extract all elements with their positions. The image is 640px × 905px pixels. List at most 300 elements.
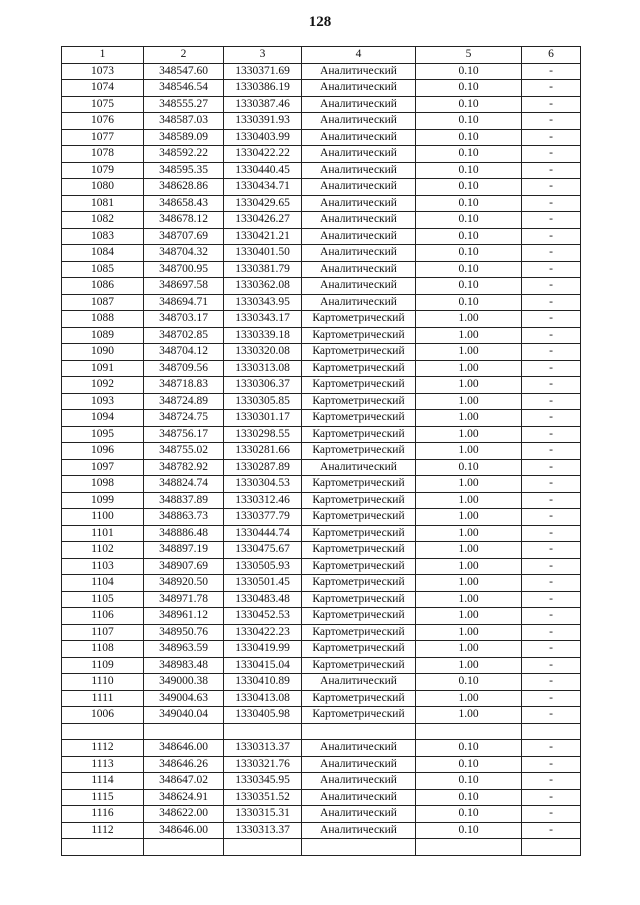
table-cell: 1330405.98 bbox=[224, 707, 302, 724]
table-cell: 1107 bbox=[62, 624, 144, 641]
table-row bbox=[62, 410, 581, 427]
table-cell: 348595.35 bbox=[144, 162, 224, 179]
table-cell: Аналитический bbox=[302, 146, 416, 163]
table-cell: - bbox=[522, 212, 581, 229]
table-cell: 0.10 bbox=[416, 162, 522, 179]
table-cell: 0.10 bbox=[416, 228, 522, 245]
table-cell: 1091 bbox=[62, 360, 144, 377]
table-cell: 1330321.76 bbox=[224, 756, 302, 773]
table-cell: Аналитический bbox=[302, 228, 416, 245]
table-cell: Картометрический bbox=[302, 542, 416, 559]
table-cell: 1330440.45 bbox=[224, 162, 302, 179]
table-row bbox=[62, 558, 581, 575]
table-cell: 0.10 bbox=[416, 806, 522, 823]
table-cell bbox=[302, 723, 416, 740]
table-cell: 0.10 bbox=[416, 146, 522, 163]
table-cell: 348897.19 bbox=[144, 542, 224, 559]
table-cell: Картометрический bbox=[302, 426, 416, 443]
table-cell: Картометрический bbox=[302, 624, 416, 641]
table-cell: 348702.85 bbox=[144, 327, 224, 344]
table-cell: 348589.09 bbox=[144, 129, 224, 146]
column-header: 6 bbox=[522, 47, 581, 64]
table-cell: 1111 bbox=[62, 690, 144, 707]
table-cell: 1.00 bbox=[416, 443, 522, 460]
table-row bbox=[62, 773, 581, 790]
table-cell: Аналитический bbox=[302, 740, 416, 757]
table-cell: - bbox=[522, 162, 581, 179]
table-cell: Аналитический bbox=[302, 162, 416, 179]
table-cell: 1330452.53 bbox=[224, 608, 302, 625]
table-cell: Картометрический bbox=[302, 707, 416, 724]
table-cell: 1330312.46 bbox=[224, 492, 302, 509]
table-cell: 1.00 bbox=[416, 410, 522, 427]
table-cell: 0.10 bbox=[416, 129, 522, 146]
table-cell: Картометрический bbox=[302, 443, 416, 460]
table-cell: 1.00 bbox=[416, 641, 522, 658]
table-cell: 1330422.23 bbox=[224, 624, 302, 641]
table-row bbox=[62, 657, 581, 674]
table-cell: 1330315.31 bbox=[224, 806, 302, 823]
table-cell: 1074 bbox=[62, 80, 144, 97]
table-row bbox=[62, 261, 581, 278]
table-cell: 1.00 bbox=[416, 311, 522, 328]
table-cell: - bbox=[522, 278, 581, 295]
table-cell: - bbox=[522, 773, 581, 790]
table-cell: 1330391.93 bbox=[224, 113, 302, 130]
table-cell: Аналитический bbox=[302, 278, 416, 295]
table-cell: 1330313.08 bbox=[224, 360, 302, 377]
table-row bbox=[62, 525, 581, 542]
table-cell: 0.10 bbox=[416, 278, 522, 295]
table-cell: 348983.48 bbox=[144, 657, 224, 674]
table-cell: Аналитический bbox=[302, 212, 416, 229]
table-cell: - bbox=[522, 344, 581, 361]
table-cell: 1330298.55 bbox=[224, 426, 302, 443]
table-cell: 1109 bbox=[62, 657, 144, 674]
table-cell: 1114 bbox=[62, 773, 144, 790]
table-cell bbox=[62, 839, 144, 856]
table-cell: 1112 bbox=[62, 740, 144, 757]
table-cell: 0.10 bbox=[416, 756, 522, 773]
table-cell: 1330313.37 bbox=[224, 822, 302, 839]
table-cell: 349000.38 bbox=[144, 674, 224, 691]
table-cell: - bbox=[522, 740, 581, 757]
table-cell: 348700.95 bbox=[144, 261, 224, 278]
table-cell: 348697.58 bbox=[144, 278, 224, 295]
table-cell: - bbox=[522, 146, 581, 163]
table-cell: - bbox=[522, 492, 581, 509]
table-cell: 1.00 bbox=[416, 542, 522, 559]
table-cell: - bbox=[522, 80, 581, 97]
table-cell: 1.00 bbox=[416, 591, 522, 608]
table-cell: - bbox=[522, 195, 581, 212]
table-cell: 348547.60 bbox=[144, 63, 224, 80]
page-number: 128 bbox=[308, 14, 332, 30]
table-cell: 1081 bbox=[62, 195, 144, 212]
table-cell: 348961.12 bbox=[144, 608, 224, 625]
table-cell: Картометрический bbox=[302, 360, 416, 377]
table-cell: 1330306.37 bbox=[224, 377, 302, 394]
table-cell: - bbox=[522, 690, 581, 707]
table-cell: - bbox=[522, 476, 581, 493]
table-row bbox=[62, 575, 581, 592]
table-cell: - bbox=[522, 179, 581, 196]
table-cell: 1088 bbox=[62, 311, 144, 328]
table-cell: 349004.63 bbox=[144, 690, 224, 707]
table-cell: 1085 bbox=[62, 261, 144, 278]
table-cell: Аналитический bbox=[302, 113, 416, 130]
table-cell: - bbox=[522, 525, 581, 542]
table-cell: 0.10 bbox=[416, 113, 522, 130]
table-cell: 1330419.99 bbox=[224, 641, 302, 658]
table-body bbox=[62, 63, 581, 855]
table-cell: - bbox=[522, 674, 581, 691]
column-header: 4 bbox=[302, 47, 416, 64]
table-row bbox=[62, 806, 581, 823]
table-cell: 348622.00 bbox=[144, 806, 224, 823]
table-cell: 348646.26 bbox=[144, 756, 224, 773]
table-cell: 348647.02 bbox=[144, 773, 224, 790]
table-cell: Картометрический bbox=[302, 558, 416, 575]
table-cell: Картометрический bbox=[302, 657, 416, 674]
column-header: 2 bbox=[144, 47, 224, 64]
table-cell: 0.10 bbox=[416, 740, 522, 757]
table-cell: Картометрический bbox=[302, 492, 416, 509]
table-cell: 0.10 bbox=[416, 179, 522, 196]
table-cell: - bbox=[522, 261, 581, 278]
table-cell: 1330345.95 bbox=[224, 773, 302, 790]
table-cell: 1079 bbox=[62, 162, 144, 179]
table-cell: 1097 bbox=[62, 459, 144, 476]
table-cell bbox=[224, 723, 302, 740]
table-cell: 1110 bbox=[62, 674, 144, 691]
table-cell: 1098 bbox=[62, 476, 144, 493]
table-cell: - bbox=[522, 542, 581, 559]
column-header: 5 bbox=[416, 47, 522, 64]
table-cell: 1330415.04 bbox=[224, 657, 302, 674]
table-cell: Картометрический bbox=[302, 525, 416, 542]
table-cell: 1083 bbox=[62, 228, 144, 245]
table-cell: 0.10 bbox=[416, 822, 522, 839]
table-row bbox=[62, 162, 581, 179]
table-cell: 1.00 bbox=[416, 608, 522, 625]
table-cell: 0.10 bbox=[416, 96, 522, 113]
table-cell: 348718.83 bbox=[144, 377, 224, 394]
table-cell: 348950.76 bbox=[144, 624, 224, 641]
table-cell: 348628.86 bbox=[144, 179, 224, 196]
table-cell: Аналитический bbox=[302, 674, 416, 691]
table-row bbox=[62, 146, 581, 163]
table-cell: 348907.69 bbox=[144, 558, 224, 575]
table-cell: - bbox=[522, 591, 581, 608]
table-cell: 1330413.08 bbox=[224, 690, 302, 707]
table-cell: Картометрический bbox=[302, 690, 416, 707]
table-cell: 1108 bbox=[62, 641, 144, 658]
table-cell: 1330434.71 bbox=[224, 179, 302, 196]
table-row bbox=[62, 245, 581, 262]
table-cell: 1330320.08 bbox=[224, 344, 302, 361]
table-cell: 0.10 bbox=[416, 674, 522, 691]
table-cell: 1330301.17 bbox=[224, 410, 302, 427]
table-row bbox=[62, 80, 581, 97]
table-cell: 1095 bbox=[62, 426, 144, 443]
table-cell: 348658.43 bbox=[144, 195, 224, 212]
table-cell: 1.00 bbox=[416, 476, 522, 493]
table-cell: 1101 bbox=[62, 525, 144, 542]
table-cell: 348704.12 bbox=[144, 344, 224, 361]
table-cell: 1115 bbox=[62, 789, 144, 806]
table-row bbox=[62, 360, 581, 377]
table-row bbox=[62, 459, 581, 476]
table-cell: 348886.48 bbox=[144, 525, 224, 542]
table-cell: 1330410.89 bbox=[224, 674, 302, 691]
table-cell: - bbox=[522, 426, 581, 443]
table-cell: Картометрический bbox=[302, 591, 416, 608]
table-cell: 348755.02 bbox=[144, 443, 224, 460]
table-cell: 1102 bbox=[62, 542, 144, 559]
table-cell: Картометрический bbox=[302, 393, 416, 410]
table-cell: 1330281.66 bbox=[224, 443, 302, 460]
table-cell: 1.00 bbox=[416, 509, 522, 526]
table-cell: 348920.50 bbox=[144, 575, 224, 592]
table-cell: - bbox=[522, 789, 581, 806]
table-cell: 348756.17 bbox=[144, 426, 224, 443]
table-cell: Аналитический bbox=[302, 63, 416, 80]
table-cell: - bbox=[522, 822, 581, 839]
table-row bbox=[62, 740, 581, 757]
table-cell: Картометрический bbox=[302, 608, 416, 625]
table-cell: 1112 bbox=[62, 822, 144, 839]
table-cell: Картометрический bbox=[302, 327, 416, 344]
table-cell: 1330377.79 bbox=[224, 509, 302, 526]
table-cell: 0.10 bbox=[416, 195, 522, 212]
table-cell: 1330426.27 bbox=[224, 212, 302, 229]
table-cell: Аналитический bbox=[302, 179, 416, 196]
table-cell bbox=[144, 723, 224, 740]
table-header-row bbox=[62, 47, 581, 64]
table-cell: 0.10 bbox=[416, 245, 522, 262]
table-cell: 1.00 bbox=[416, 657, 522, 674]
table-cell: 348707.69 bbox=[144, 228, 224, 245]
table-cell: 348963.59 bbox=[144, 641, 224, 658]
table-cell: Аналитический bbox=[302, 773, 416, 790]
table-cell: 1330505.93 bbox=[224, 558, 302, 575]
table-row bbox=[62, 327, 581, 344]
table-row bbox=[62, 591, 581, 608]
table-cell: 1.00 bbox=[416, 624, 522, 641]
table-cell: 1.00 bbox=[416, 707, 522, 724]
table-cell bbox=[522, 839, 581, 856]
table-row bbox=[62, 509, 581, 526]
table-cell: - bbox=[522, 96, 581, 113]
table-row bbox=[62, 294, 581, 311]
table-cell: 1330305.85 bbox=[224, 393, 302, 410]
table-cell: - bbox=[522, 608, 581, 625]
table-cell: 1092 bbox=[62, 377, 144, 394]
table-cell: 1330371.69 bbox=[224, 63, 302, 80]
table-cell: 348709.56 bbox=[144, 360, 224, 377]
table-cell: 1.00 bbox=[416, 344, 522, 361]
table-row bbox=[62, 624, 581, 641]
table-cell: Аналитический bbox=[302, 294, 416, 311]
table-cell bbox=[522, 723, 581, 740]
table-cell: 1330313.37 bbox=[224, 740, 302, 757]
table-cell: 1330339.18 bbox=[224, 327, 302, 344]
table-cell: 1330429.65 bbox=[224, 195, 302, 212]
table-cell: Картометрический bbox=[302, 476, 416, 493]
table-row bbox=[62, 492, 581, 509]
table-cell: 1330401.50 bbox=[224, 245, 302, 262]
table-cell: 348824.74 bbox=[144, 476, 224, 493]
table-cell: Картометрический bbox=[302, 311, 416, 328]
table-row bbox=[62, 195, 581, 212]
table-cell: 1096 bbox=[62, 443, 144, 460]
table-cell: Картометрический bbox=[302, 377, 416, 394]
table-cell: 1330381.79 bbox=[224, 261, 302, 278]
table-cell: 1.00 bbox=[416, 377, 522, 394]
coordinates-table bbox=[61, 46, 581, 856]
table-row bbox=[62, 789, 581, 806]
table-row bbox=[62, 311, 581, 328]
table-cell: 1104 bbox=[62, 575, 144, 592]
table-cell: 348704.32 bbox=[144, 245, 224, 262]
table-cell: Аналитический bbox=[302, 806, 416, 823]
table-row bbox=[62, 756, 581, 773]
table-cell: 348863.73 bbox=[144, 509, 224, 526]
table-cell: 349040.04 bbox=[144, 707, 224, 724]
table-cell: 1330343.17 bbox=[224, 311, 302, 328]
table-row bbox=[62, 426, 581, 443]
table-cell: Аналитический bbox=[302, 129, 416, 146]
table-row bbox=[62, 822, 581, 839]
table-cell: 1330386.19 bbox=[224, 80, 302, 97]
table-cell: Аналитический bbox=[302, 789, 416, 806]
table-cell: Картометрический bbox=[302, 575, 416, 592]
table-cell: 1084 bbox=[62, 245, 144, 262]
table-row bbox=[62, 113, 581, 130]
table-cell: 1090 bbox=[62, 344, 144, 361]
table-cell: 0.10 bbox=[416, 294, 522, 311]
table-cell: 1330304.53 bbox=[224, 476, 302, 493]
table-cell: 1075 bbox=[62, 96, 144, 113]
table-row bbox=[62, 63, 581, 80]
table-cell: - bbox=[522, 245, 581, 262]
table-cell: - bbox=[522, 641, 581, 658]
table-cell: - bbox=[522, 558, 581, 575]
table-cell: 1.00 bbox=[416, 575, 522, 592]
table-row bbox=[62, 212, 581, 229]
table-cell: 348971.78 bbox=[144, 591, 224, 608]
table-cell bbox=[224, 839, 302, 856]
table-cell: 1.00 bbox=[416, 327, 522, 344]
table-cell: 1.00 bbox=[416, 525, 522, 542]
table-cell: 348837.89 bbox=[144, 492, 224, 509]
table-row bbox=[62, 690, 581, 707]
table-row bbox=[62, 476, 581, 493]
table-cell: - bbox=[522, 756, 581, 773]
table-cell: - bbox=[522, 443, 581, 460]
table-cell: 1.00 bbox=[416, 690, 522, 707]
table-cell: 1006 bbox=[62, 707, 144, 724]
table-cell: - bbox=[522, 509, 581, 526]
table-cell: Аналитический bbox=[302, 80, 416, 97]
table-cell: - bbox=[522, 459, 581, 476]
table-cell: 1.00 bbox=[416, 360, 522, 377]
table-cell: 348546.54 bbox=[144, 80, 224, 97]
table-row bbox=[62, 674, 581, 691]
table-cell: 1330362.08 bbox=[224, 278, 302, 295]
table-cell: 1082 bbox=[62, 212, 144, 229]
table-cell: 1076 bbox=[62, 113, 144, 130]
table-cell: 1116 bbox=[62, 806, 144, 823]
table-cell: 1330343.95 bbox=[224, 294, 302, 311]
table-cell: - bbox=[522, 360, 581, 377]
table-cell: 0.10 bbox=[416, 63, 522, 80]
table-cell: 348587.03 bbox=[144, 113, 224, 130]
table-row bbox=[62, 377, 581, 394]
table-cell bbox=[416, 723, 522, 740]
table-cell: 1330444.74 bbox=[224, 525, 302, 542]
table-cell: 1330351.52 bbox=[224, 789, 302, 806]
table-cell: Аналитический bbox=[302, 245, 416, 262]
table-cell: 348646.00 bbox=[144, 822, 224, 839]
table-cell: 1087 bbox=[62, 294, 144, 311]
table-row bbox=[62, 278, 581, 295]
table-cell: - bbox=[522, 377, 581, 394]
table-cell: 0.10 bbox=[416, 459, 522, 476]
table-cell: 1080 bbox=[62, 179, 144, 196]
table-cell: - bbox=[522, 113, 581, 130]
table-row bbox=[62, 129, 581, 146]
table-cell: 1078 bbox=[62, 146, 144, 163]
table-cell: 1330403.99 bbox=[224, 129, 302, 146]
table-cell: 1330483.48 bbox=[224, 591, 302, 608]
table-row bbox=[62, 228, 581, 245]
table-cell: 1073 bbox=[62, 63, 144, 80]
table-cell: 1330422.22 bbox=[224, 146, 302, 163]
table-cell bbox=[144, 839, 224, 856]
table-cell: 1330501.45 bbox=[224, 575, 302, 592]
table-cell: 1094 bbox=[62, 410, 144, 427]
table-cell: Картометрический bbox=[302, 344, 416, 361]
table-cell: - bbox=[522, 657, 581, 674]
table-cell: 348555.27 bbox=[144, 96, 224, 113]
table-cell: 1077 bbox=[62, 129, 144, 146]
table-cell: 1100 bbox=[62, 509, 144, 526]
table-row bbox=[62, 344, 581, 361]
table-cell: 348592.22 bbox=[144, 146, 224, 163]
table-cell: 1.00 bbox=[416, 393, 522, 410]
table-cell: Картометрический bbox=[302, 509, 416, 526]
table-row bbox=[62, 96, 581, 113]
table-cell bbox=[62, 723, 144, 740]
table-cell: 1330421.21 bbox=[224, 228, 302, 245]
table-cell: 1113 bbox=[62, 756, 144, 773]
table-cell: 348782.92 bbox=[144, 459, 224, 476]
table-row bbox=[62, 393, 581, 410]
table-cell: - bbox=[522, 410, 581, 427]
table-cell: 0.10 bbox=[416, 80, 522, 97]
table-cell bbox=[416, 839, 522, 856]
table-cell: 1106 bbox=[62, 608, 144, 625]
table-cell: 1330387.46 bbox=[224, 96, 302, 113]
table-cell: 1093 bbox=[62, 393, 144, 410]
table-cell: 0.10 bbox=[416, 773, 522, 790]
table-cell: Аналитический bbox=[302, 261, 416, 278]
table-cell: 1089 bbox=[62, 327, 144, 344]
table-row bbox=[62, 542, 581, 559]
column-header: 3 bbox=[224, 47, 302, 64]
